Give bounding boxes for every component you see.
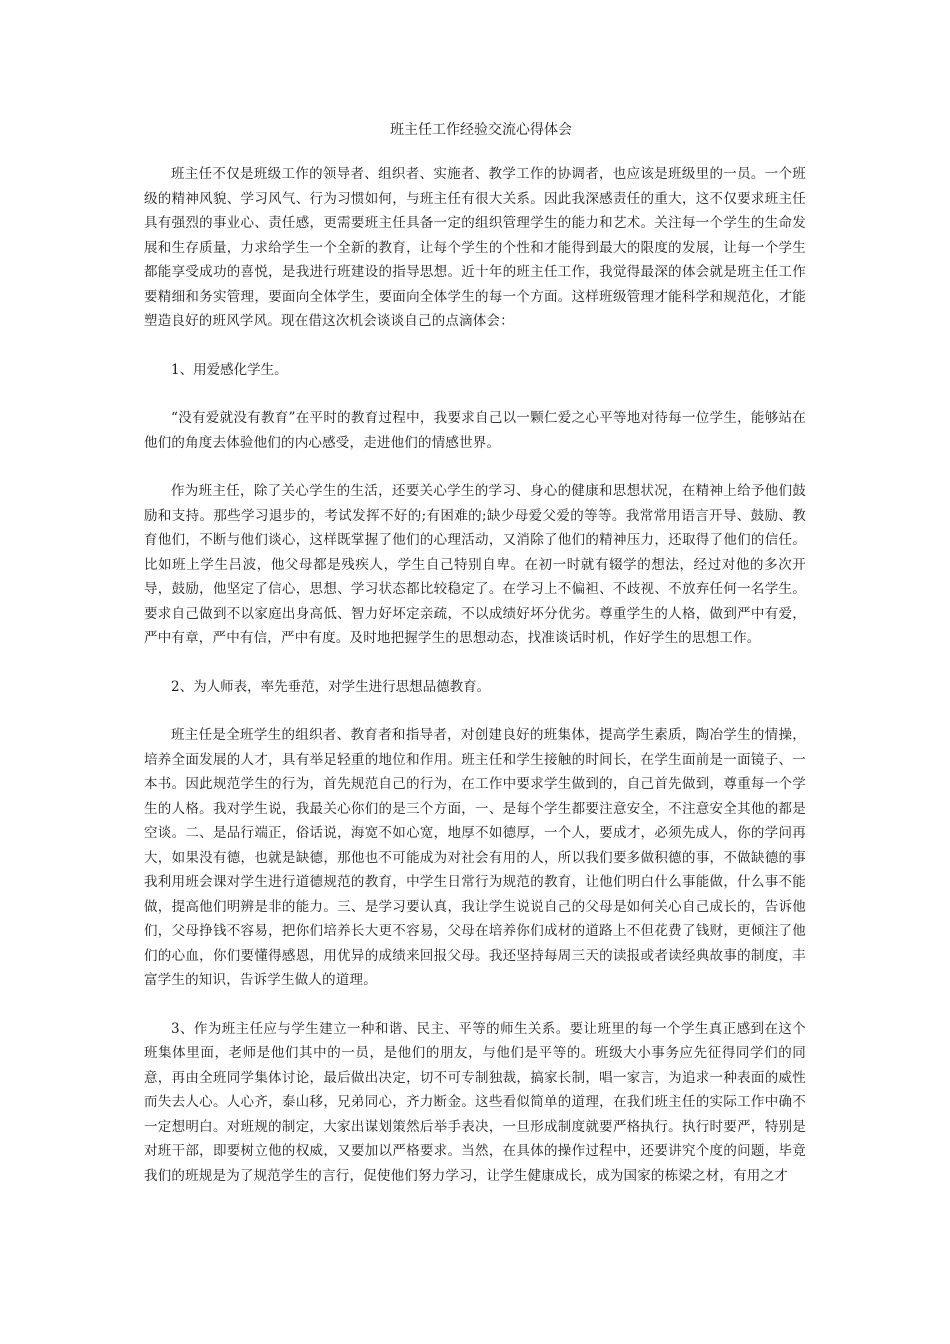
section-heading-2: 2、为人师表，率先垂范，对学生进行思想品德教育。 bbox=[171, 678, 491, 695]
paragraph-love-education: “没有爱就没有教育”在平时的教育过程中，我要求自己以一颗仁爱之心平等地对待每一位学生，能够站在他们的角度去体验他们的内心感受，走进他们的情感世界。 bbox=[144, 410, 806, 451]
intro-paragraph: 班主任不仅是班级工作的领导者、组织者、实施者、教学工作的协调者，也应该是班级里的一员。一个班级的精神风貌、学习风气、行为习惯如何，与班主任有很大关系。因此我深感责任的重大，这不仅要求班主任具有强烈的事业心、责任感，更需要班主任具备一定的组织管理学生的能力和艺术。关注每一个学生的生命发展和生存质量，力求给学生一个全新的教育，让每个学生的个性和才能得到最大的限度的发展，让每一个学生都能享受成功的喜悦，是我进行班建设的指导思想。近十年的班主任工作，我觉得最深的体会就是班主任工作要精细和务实管理，要面向全体学生，要面向全体学生的每一个方面。这样班级管理才能科学和规范化，才能塑造良好的班风学风。现在借这次机会谈谈自己的点滴体会： bbox=[144, 166, 806, 329]
paragraph-role-model: 班主任是全班学生的组织者、教育者和指导者，对创建良好的班集体，提高学生素质，陶冶学生的情操，培养全面发展的人才，具有举足轻重的地位和作用。班主任和学生接触的时间长，在学生面前是一面镜子、一本书。因此规范学生的行为，首先规范自己的行为，在工作中要求学生做到的，自己首先做到，尊重每一个学生的人格。我对学生说，我最关心你们的是三个方面，一、是每个学生都要注意安全，不注意安全其他的都是空谈。二、是品行端正，俗话说，海宽不如心宽，地厚不如德厚，一个人，要成才，必须先成人，你的学问再大，如果没有德，也就是缺德，那他也不可能成为对社会有用的人，所以我们要多做积德的事，不做缺德的事我利用班会课对学生进行道德规范的教育，中学生日常行为规范的教育，让他们明白什么事能做，什么事不能做，提高他们明辨是非的能力。三、是学习要认真，我让学生说说自己的父母是如何关心自己成长的，告诉他们，父母挣钱不容易，把你们培养长大更不容易，父母在培养你们成材的道路上不但花费了钱财，更倾注了他们的心血，你们要懂得感恩，用优异的成绩来回报父母。我还坚持每周三天的读报或者读经典故事的制度，丰富学生的知识，告诉学生做人的道理。 bbox=[144, 727, 806, 988]
document-page bbox=[144, 118, 806, 1212]
section-heading-1: 1、用爱感化学生。 bbox=[171, 361, 288, 378]
document-title: 班主任工作经验交流心得体会 bbox=[390, 122, 572, 138]
paragraph-care-students: 作为班主任，除了关心学生的生活，还要关心学生的学习、身心的健康和思想状况，在精神上给予他们鼓励和支持。那些学习退步的，考试发挥不好的;有困难的;缺少母爱父爱的等等。我常常用语言开导、鼓励、教育他们，不断与他们谈心，这样既掌握了他们的心理活动，又消除了他们的精神压力，还取得了他们的信任。比如班上学生吕波，他父母都是残疾人，学生自己特别自卑。在初一时就有辍学的想法，经过对他的多次开导，鼓励，他坚定了信心，思想、学习状态都比较稳定了。在学习上不偏袒、不歧视、不放弃任何一名学生。要求自己做到不以家庭出身高低、智力好坏定亲疏，不以成绩好坏分优劣。尊重学生的人格，做到严中有爱，严中有章，严中有信，严中有度。及时地把握学生的思想动态，找准谈话时机，作好学生的思想工作。 bbox=[144, 483, 806, 646]
paragraph-relationship: 3、作为班主任应与学生建立一种和谐、民主、平等的师生关系。要让班里的每一个学生真正感到在这个班集体里面，老师是他们其中的一员，是他们的朋友，与他们是平等的。班级大小事务应先征得同学们的同意，再由全班同学集体讨论，最后做出决定，切不可专制独裁，搞家长制，唱一家言，为追求一种表面的威性而失去人心。人心齐，泰山移，兄弟同心，齐力断金。这些看似简单的道理，在我们班主任的实际工作中确不一定想明白。对班规的制定，大家出谋划策然后举手表决，一旦形成制度就要严格执行。执行时要严，特别是对班干部，即要树立他的权威，又要加以严格要求。当然，在具体的操作过程中，还要讲究个度的问题，毕竟我们的班规是为了规范学生的言行，促使他们努力学习，让学生健康成长，成为国家的栋梁之材，有用之才 bbox=[144, 1020, 806, 1184]
